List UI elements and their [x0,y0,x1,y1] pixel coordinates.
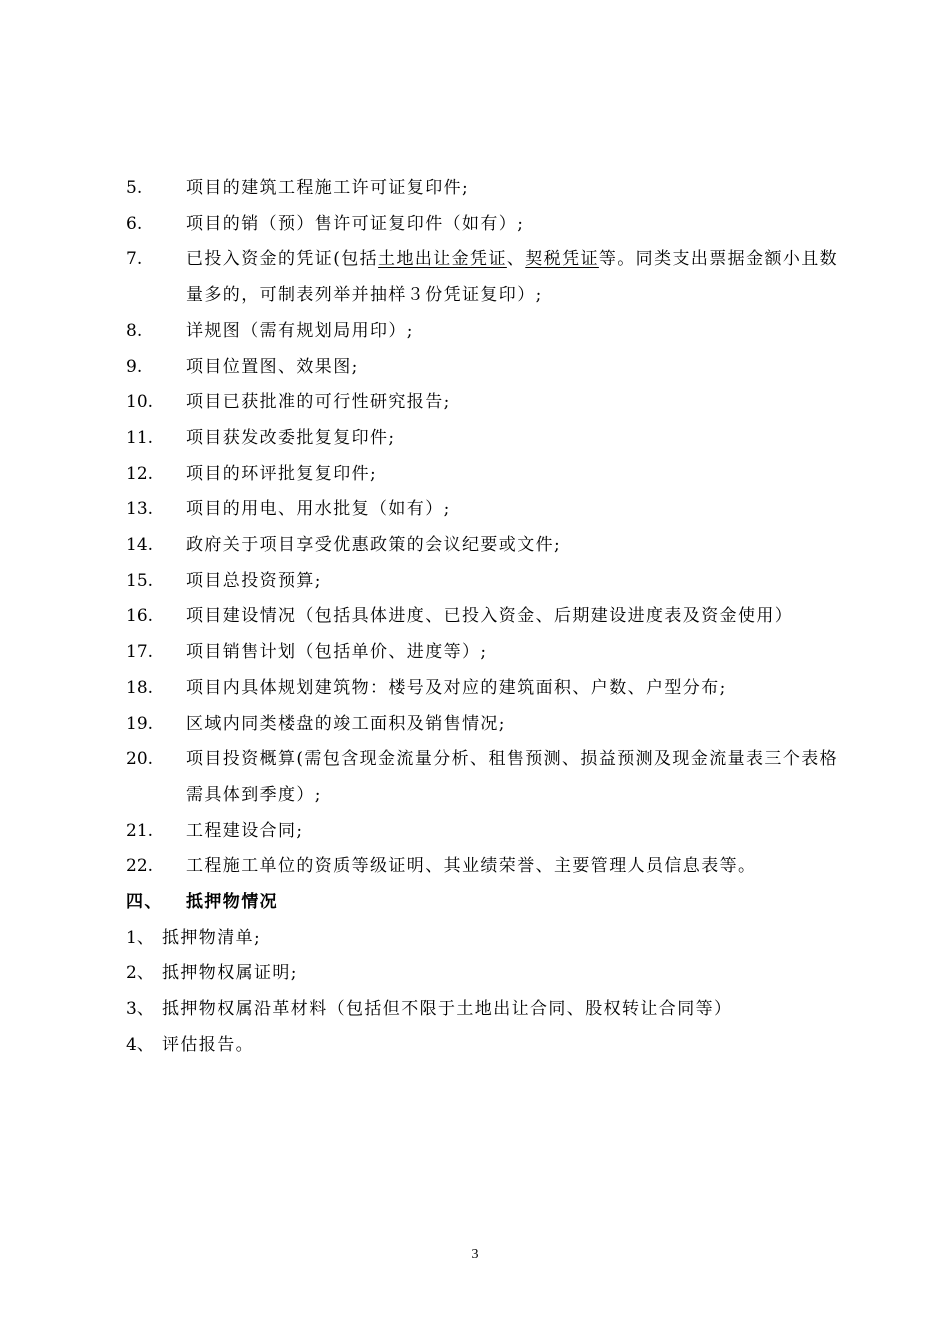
list-item [126,492,846,528]
item-number: 8. [126,320,143,341]
item-number: 10. [126,392,154,413]
list-item [126,421,846,457]
item-text: 项目总投资预算; [186,570,322,591]
underlined-term-deed-tax: 契税凭证 [525,249,599,270]
item-number: 20. [126,749,154,770]
item-text: 政府关于项目享受优惠政策的会议纪要或文件; [186,535,562,556]
item-number: 16. [126,606,154,627]
sub-item-text: 抵押物权属沿革材料（包括但不限于土地出让合同、股权转让合同等） [162,999,733,1020]
sub-item-text: 抵押物权属证明; [162,963,298,984]
item-text: 详规图（需有规划局用印）; [186,320,414,341]
item-number: 13. [126,499,154,520]
item-number: 11. [126,427,154,448]
list-item [126,207,846,243]
sub-item-number: 1、 [126,927,154,948]
sub-item-number: 2、 [126,963,154,984]
item-text: 项目投资概算(需包含现金流量分析、租售预测、损益预测及现金流量表三个表格需具体到季度）; [186,749,839,805]
list-item [126,242,846,313]
list-item [126,671,846,707]
sub-item-text: 评估报告。 [162,1034,254,1055]
sub-list-item [126,1028,846,1064]
list-item [126,528,846,564]
list-item [126,457,846,493]
item-text: 工程建设合同; [186,820,304,841]
section-number: 四、 [126,892,163,913]
sub-list-item [126,921,846,957]
item-text-part: 等。同类支出票据金额小且数量多的，可制表列举并抽样３份凭证复印）; [186,249,839,306]
item-text-part: 、 [506,249,526,270]
item-number: 6. [126,213,143,234]
item-text: 项目建设情况（包括具体进度、已投入资金、后期建设进度表及资金使用） [186,606,794,627]
item-text: 项目的用电、用水批复（如有）; [186,499,451,520]
sub-item-number: 3、 [126,999,154,1020]
item-number: 21. [126,820,154,841]
list-item [126,350,846,386]
page-number: 3 [471,1247,479,1262]
document-list [126,171,846,1064]
item-number: 17. [126,642,154,663]
item-number: 15. [126,570,154,591]
item-number: 5. [126,178,143,198]
list-item [126,707,846,743]
section-heading [126,885,846,921]
sub-list-item [126,992,846,1028]
list-item [126,742,846,813]
item-text: 项目销售计划（包括单价、进度等）; [186,642,488,663]
section-title: 抵押物情况 [186,892,278,913]
item-number: 12. [126,463,154,484]
item-number: 18. [126,677,154,698]
list-item [126,314,846,350]
item-text: 工程施工单位的资质等级证明、其业绩荣誉、主要管理人员信息表等。 [186,856,757,877]
list-item [126,599,846,635]
item-text [186,242,846,313]
list-item [126,385,846,421]
item-text: 项目的环评批复复印件; [186,463,378,484]
item-number: 7. [126,249,143,270]
item-number: 9. [126,356,143,377]
item-text: 项目获发改委批复复印件; [186,427,396,448]
list-item [126,564,846,600]
item-text: 区域内同类楼盘的竣工面积及销售情况; [186,713,506,734]
sub-item-number: 4、 [126,1034,154,1055]
sub-item-text: 抵押物清单; [162,927,262,948]
list-item [126,849,846,885]
item-text: 项目位置图、效果图; [186,356,359,377]
sub-list-item [126,956,846,992]
item-text: 项目的销（预）售许可证复印件（如有）; [186,213,525,234]
item-number: 19. [126,713,154,734]
item-number: 22. [126,856,154,877]
item-text-part: 已投入资金的凭证(包括 [186,249,379,270]
list-item [126,814,846,850]
item-text: 项目已获批准的可行性研究报告; [186,392,451,413]
list-item [126,635,846,671]
item-text: 项目内具体规划建筑物：楼号及对应的建筑面积、户数、户型分布; [186,677,727,698]
item-text: 项目的建筑工程施工许可证复印件; [186,178,470,198]
list-item [126,171,846,207]
underlined-term-land-fee: 土地出让金凭证 [378,249,507,270]
item-number: 14. [126,535,154,556]
